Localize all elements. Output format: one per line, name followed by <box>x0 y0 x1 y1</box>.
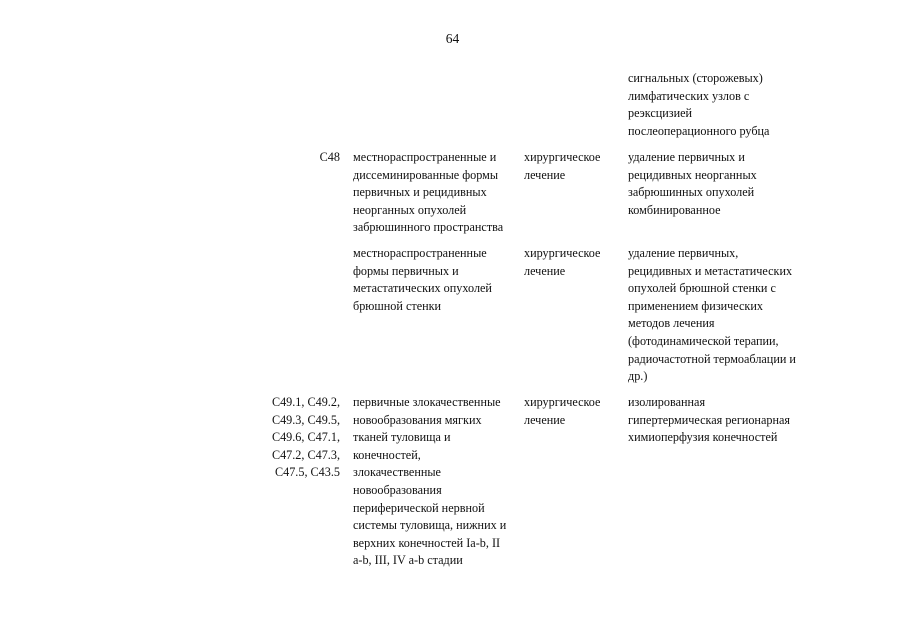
treatment-method-cell: удаление первичных и рецидивных неорганных забрюшинных опухолей комбинированное <box>628 150 757 217</box>
treatment-type-cell: хирургическое лечение <box>524 246 601 278</box>
treatment-type-cell: хирургическое лечение <box>524 395 601 427</box>
table-row <box>0 394 905 572</box>
treatment-method-cell: сигнальных (сторожевых) лимфатических узлов с реэксцизией послеоперационного рубца <box>628 71 770 138</box>
icd-code-cell: C49.1, C49.2, C49.3, C49.5, C49.6, C47.1, C47.2, C47.3, C47.5, C43.5 <box>271 395 340 480</box>
disease-model-cell: первичные злокачественные новообразования мягких тканей туловища и конечностей, злокачественные новообразования периферической нервной системы туловища, нижних и верхних конечностей Ia-b, II a-b, III, IV a-b стадии <box>353 395 507 568</box>
page-number: 64 <box>445 31 460 46</box>
treatment-method-cell: изолированная гипертермическая регионарная химиоперфузия конечностей <box>628 395 790 445</box>
disease-model-cell: местнораспространенные формы первичных и метастатических опухолей брюшной стенки <box>353 246 492 313</box>
table-row <box>0 70 905 140</box>
treatment-method-cell: удаление первичных, рецидивных и метастатических опухолей брюшной стенки с применением физических методов лечения (фотодинамической терапии, радиочастотной термоаблации и др.) <box>628 246 796 384</box>
treatment-type-cell: хирургическое лечение <box>524 150 601 182</box>
icd-code-cell: C48 <box>319 150 340 164</box>
table-row <box>0 245 905 384</box>
disease-model-cell: местнораспространенные и диссеминированные формы первичных и рецидивных неорганных опухолей забрюшинного пространства <box>353 150 504 235</box>
table-row <box>0 149 905 237</box>
